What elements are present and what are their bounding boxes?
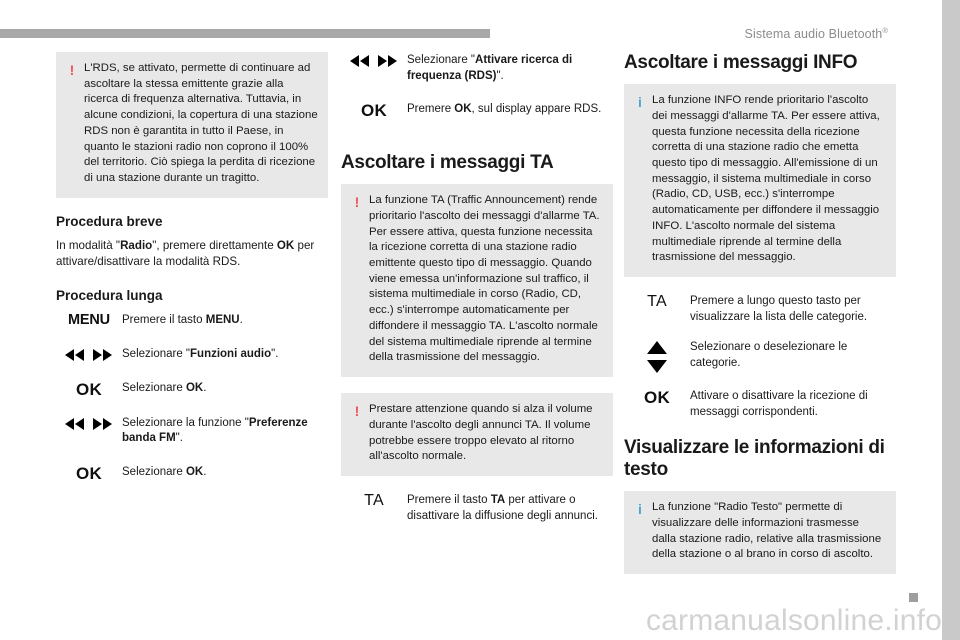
warning-icon: ! <box>354 194 360 211</box>
heading-visualizzare-testo: Visualizzare le informazioni di testo <box>624 437 885 481</box>
key-menu-button[interactable]: MENU <box>68 312 110 329</box>
step-row <box>56 380 328 398</box>
step-text-part2: ". <box>271 347 279 360</box>
step-row <box>341 101 613 119</box>
step-text <box>407 101 613 118</box>
heading-ascoltare-info: Ascoltare i messaggi INFO <box>624 52 858 73</box>
seek-arrows-icon <box>347 53 401 69</box>
note-ta <box>341 184 613 377</box>
key-ok-button[interactable]: OK <box>643 388 671 408</box>
note-ta-text: La funzione TA (Traffic Announcement) rende prioritario l'ascolto dei messaggi d'allarme TA. Per essere attiva, questa funzione necessita la ricezione corretta di una stazione radio emittente questo tipo di messaggio. Quando viene emessa un'informazione sul traffico, il sistema multimediale in corso (Radio, CD, ecc.) s'interrompe automaticamente per diffondere il messaggio TA. L'ascolto normale del sistema multimediale riprende al termine della trasmissione del messaggio. <box>369 194 600 364</box>
step-text: Premere a lungo questo tasto per visualizzare la lista delle categorie. <box>690 295 868 323</box>
pb-bold1: Radio <box>120 239 153 253</box>
watermark: carmanualsonline.info <box>645 604 942 637</box>
pb-part3: per attivare/disattivare la modalità RDS. <box>56 239 315 269</box>
step-text: Selezionare o deselezionare le categorie. <box>690 341 848 369</box>
heading-procedura-lunga: Procedura lunga <box>56 288 163 304</box>
page-number-marker <box>909 593 918 602</box>
step-text-part1: Premere il tasto <box>407 494 491 507</box>
warning-icon: ! <box>69 62 75 78</box>
step-text-bold: Attivare ricerca di frequenza (RDS) <box>407 54 573 82</box>
step-text-part2: . <box>239 314 243 327</box>
step-row <box>624 293 896 325</box>
step-text <box>122 380 328 397</box>
step-text-part1: Premere il tasto <box>122 314 206 327</box>
column-right <box>624 52 896 590</box>
note-volume <box>341 393 613 476</box>
step-text-part2: . <box>203 465 207 478</box>
step-text-bold: OK <box>454 103 472 116</box>
step-text <box>122 346 328 363</box>
header-rule <box>0 29 490 38</box>
step-row <box>56 312 328 329</box>
step-text-bold: Funzioni audio <box>190 347 272 360</box>
step-text-part1: Premere <box>407 103 455 116</box>
step-text: Attivare o disattivare la ricezione di messaggi corrispondenti. <box>690 390 868 418</box>
info-icon: i <box>638 94 642 111</box>
key-ta-button[interactable]: TA <box>364 492 384 510</box>
step-row <box>624 388 896 420</box>
header-title-text: Sistema audio Bluetooth <box>744 27 883 42</box>
note-radiotext-text: La funzione "Radio Testo" permette di visualizzare delle informazioni trasmesse dalla stazione radio, relative alla trasmissione della stazione o al brano in corso di ascolto. <box>652 501 882 561</box>
info-icon: i <box>638 501 642 518</box>
step-text-part2: ". <box>496 69 504 82</box>
seek-arrows-icon <box>62 416 116 432</box>
column-left <box>56 52 328 499</box>
step-text-part1: Selezionare " <box>407 54 476 66</box>
warning-icon: ! <box>354 403 360 420</box>
note-volume-text: Prestare attenzione quando si alza il volume durante l'ascolto degli annunci TA. Il volume potrebbe essere troppo elevato al ritorno all'ascolto normale. <box>369 403 593 463</box>
step-row <box>56 415 328 447</box>
key-updown-buttons[interactable] <box>624 339 690 374</box>
key-ok-button[interactable]: OK <box>75 379 103 399</box>
step-text-part2: , sul display appare RDS. <box>471 103 602 116</box>
step-text <box>407 492 613 524</box>
pb-part1: In modalità " <box>56 239 121 253</box>
step-row <box>624 339 896 374</box>
step-row <box>341 492 613 524</box>
note-rds-text: L'RDS, se attivato, permette di continuare ad ascoltare la stessa emittente grazie alla ricerca di frequenza alternativa. Tuttavia, in alcune condizioni, la copertura di una stazione RDS non è garantita in tutto il Paese, in quanto le stazioni radio non coprono il 100% del territorio. Ciò spiega la perdita di ricezione di una stazione durante un tragitto. <box>84 62 318 185</box>
key-seek-buttons[interactable] <box>56 346 122 363</box>
step-text-part1: Selezionare <box>122 381 186 394</box>
pb-bold2: OK <box>276 239 295 253</box>
step-text <box>122 312 328 329</box>
key-seek-buttons[interactable] <box>56 415 122 432</box>
step-text-part1: Selezionare " <box>122 347 191 360</box>
step-text-bold: Preferenze banda FM <box>122 416 308 445</box>
step-row <box>56 346 328 363</box>
step-text <box>122 464 328 481</box>
note-rds <box>56 52 328 198</box>
registered-mark-icon: ® <box>882 26 888 35</box>
step-text-part2: ". <box>175 432 183 445</box>
step-text-part1: Selezionare la funzione " <box>122 416 249 429</box>
spacer <box>341 136 613 152</box>
heading-procedura-breve: Procedura breve <box>56 213 163 229</box>
column-middle <box>341 52 613 541</box>
step-text-part1: Selezionare <box>122 465 186 478</box>
step-text <box>122 415 328 447</box>
procedura-breve-text <box>56 238 328 270</box>
key-ok-button[interactable]: OK <box>360 101 388 121</box>
note-info <box>624 84 896 277</box>
seek-arrows-icon <box>62 347 116 363</box>
step-text-part2: . <box>203 381 207 394</box>
step-row <box>341 52 613 84</box>
note-radiotext <box>624 491 896 574</box>
step-text-bold: OK <box>185 381 204 394</box>
step-text <box>407 52 613 84</box>
note-info-text: La funzione INFO rende prioritario l'ascolto dei messaggi d'allarme TA. Per essere attiva, questa funzione necessita della ricezione corretta di una stazione radio che emetta questo tipo di messaggio. All'emissione di un messaggio, il sistema multimediale in corso (Radio, CD, USB, ecc.) s'interrompe automaticamente per diffondere il messaggio INFO. L'ascolto normale del sistema multimediale riprende al termine della trasmissione del messaggio. <box>652 94 880 264</box>
step-text-bold: MENU <box>205 314 240 327</box>
pb-part2: ", premere direttamente <box>152 239 277 253</box>
heading-ascoltare-ta: Ascoltare i messaggi TA <box>341 152 554 174</box>
key-ok-button[interactable]: OK <box>75 463 103 483</box>
key-ta-button[interactable]: TA <box>647 293 667 311</box>
page-edge-bar <box>942 0 960 640</box>
up-down-arrows-icon <box>642 340 672 374</box>
step-row <box>56 464 328 482</box>
step-text-bold: TA <box>490 494 506 507</box>
key-seek-buttons[interactable] <box>341 52 407 69</box>
page-header-title <box>560 26 888 41</box>
step-text-part2: per attivare o disattivare la diffusione degli annunci. <box>407 494 598 522</box>
step-text-bold: OK <box>185 465 204 478</box>
